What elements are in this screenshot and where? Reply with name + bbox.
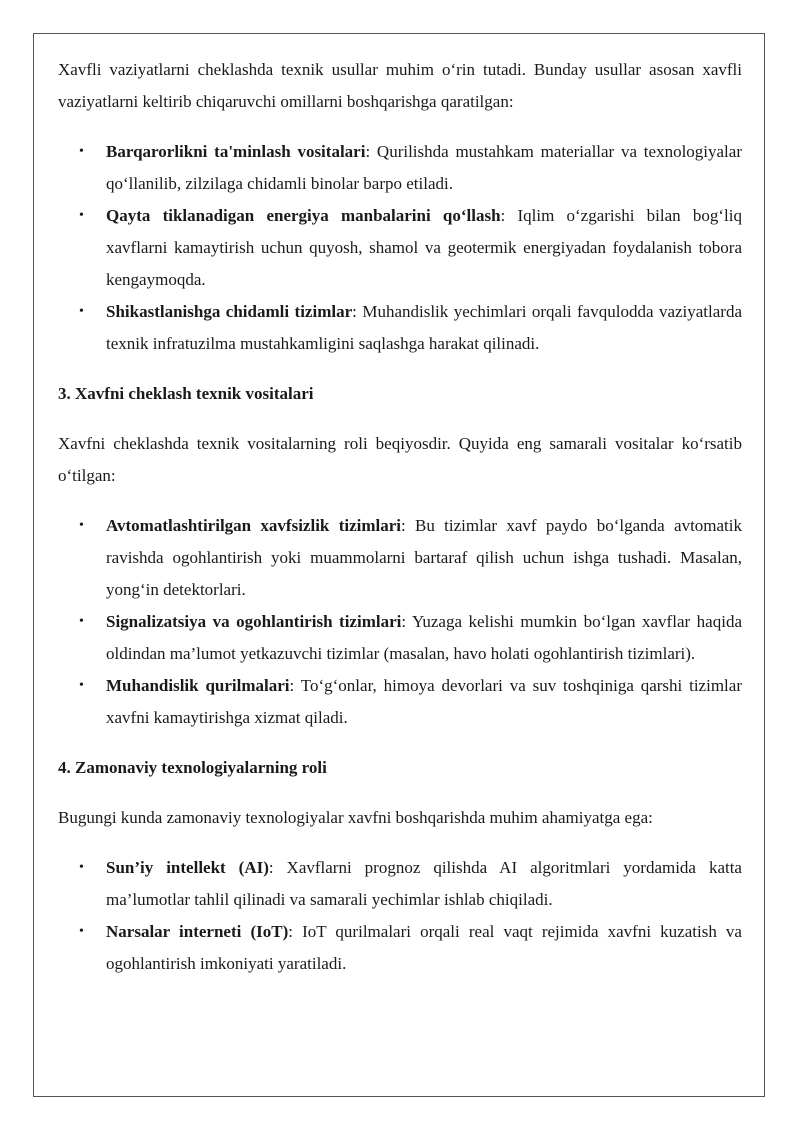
bullet-icon: •	[79, 518, 84, 533]
list-item-text: : Qurilishda mustahkam materiallar va texnologiyalar qo‘llanilib, zilzilaga chidamli binolar barpo etiladi.	[106, 142, 742, 193]
section-heading-3: 3. Xavfni cheklash texnik vositalari	[58, 384, 314, 403]
list-item-term: Avtomatlashtirilgan xavfsizlik tizimlari	[106, 516, 401, 535]
list-item	[58, 670, 742, 734]
list-item	[58, 606, 742, 670]
list-item-term: Signalizatsiya va ogohlantirish tizimlari	[106, 612, 402, 631]
list-item	[58, 916, 742, 980]
intro-paragraph-3: Bugungi kunda zamonaviy texnologiyalar xavfni boshqarishda muhim ahamiyatga ega:	[58, 808, 653, 827]
list-item-term: Narsalar interneti (IoT)	[106, 922, 289, 941]
list-item-text: : To‘g‘onlar, himoya devorlari va suv toshqiniga qarshi tizimlar xavfni kamaytirishga xizmat qiladi.	[106, 676, 742, 727]
list-item-text: : IoT qurilmalari orqali real vaqt rejimida xavfni kuzatish va ogohlantirish imkoniyati yaratiladi.	[106, 922, 742, 973]
list-item	[58, 852, 742, 916]
list-item	[58, 200, 742, 296]
list-item	[58, 296, 742, 360]
list-item-term: Sun’iy intellekt (AI)	[106, 858, 269, 877]
bullet-icon: •	[79, 614, 84, 629]
bullet-icon: •	[79, 678, 84, 693]
intro-paragraph-1: Xavfli vaziyatlarni cheklashda texnik usullar muhim o‘rin tutadi. Bunday usullar asosan xavfli vaziyatlarni keltirib chiqaruvchi omillarni boshqarishga qaratilgan:	[58, 60, 742, 111]
list-item-text: : Muhandislik yechimlari orqali favqulodda vaziyatlarda texnik infratuzilma mustahkamligini saqlashga harakat qilinadi.	[106, 302, 743, 353]
bullet-icon: •	[79, 860, 84, 875]
bullet-icon: •	[79, 924, 84, 939]
list-item-term: Muhandislik qurilmalari	[106, 676, 290, 695]
bullet-icon: •	[79, 144, 84, 159]
bullet-icon: •	[79, 304, 84, 319]
list-item	[58, 136, 742, 200]
intro-paragraph-2: Xavfni cheklashda texnik vositalarning roli beqiyosdir. Quyida eng samarali vositalar ko‘rsatib o‘tilgan:	[58, 434, 742, 485]
list-item-text: : Xavflarni prognoz qilishda AI algoritmlari yordamida katta ma’lumotlar tahlil qilinadi va samarali yechimlar ishlab chiqiladi.	[106, 858, 742, 909]
bullet-list-1	[58, 136, 742, 360]
list-item-text: : Bu tizimlar xavf paydo bo‘lganda avtomatik ravishda ogohlantirish yoki muammolarni bartaraf qilish uchun ishga tushadi. Masalan, yong‘in detektorlari.	[106, 516, 743, 599]
document-body	[58, 54, 742, 998]
bullet-icon: •	[79, 208, 84, 223]
list-item	[58, 510, 742, 606]
list-item-term: Barqarorlikni ta'minlash vositalari	[106, 142, 366, 161]
bullet-list-3	[58, 852, 742, 980]
section-heading-4: 4. Zamonaviy texnologiyalarning roli	[58, 758, 327, 777]
list-item-term: Qayta tiklanadigan energiya manbalarini qo‘llash	[106, 206, 501, 225]
list-item-text: : Iqlim o‘zgarishi bilan bog‘liq xavflarni kamaytirish uchun quyosh, shamol va geotermik energiyadan foydalanish tobora kengaymoqda.	[106, 206, 742, 289]
bullet-list-2	[58, 510, 742, 734]
list-item-text: : Yuzaga kelishi mumkin bo‘lgan xavflar haqida oldindan ma’lumot yetkazuvchi tizimlar (masalan, havo holati ogohlantirish tizimlari).	[106, 612, 742, 663]
list-item-term: Shikastlanishga chidamli tizimlar	[106, 302, 353, 321]
